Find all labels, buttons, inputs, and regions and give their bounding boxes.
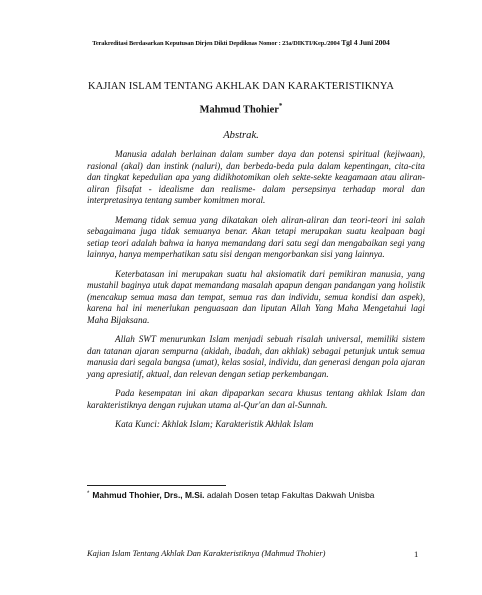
journal-accreditation-header	[0, 38, 482, 47]
abstract-heading: Abstrak.	[223, 130, 259, 141]
page-number: 1	[414, 549, 419, 559]
footnote-mark: *	[87, 491, 90, 497]
abstract-paragraph: Allah SWT menurunkan Islam menjadi sebuah risalah universal, memiliki sistem dan tatanan ajaran sempurna (akidah, ibadah, dan akhlak) sebagai petunjuk untuk semua manusia dari segala bangsa (umat), kelas sosial, individu, dan generasi dengan pola ajaran yang apresiatif, aktual, dan relevan dengan setiap perkembangan.	[87, 334, 425, 379]
abstract-body	[87, 149, 425, 439]
article-title: KAJIAN ISLAM TENTANG AKHLAK DAN KARAKTERISTIKNYA	[88, 81, 394, 92]
accreditation-date: Tgl 4 Juni 2004	[341, 38, 390, 47]
abstract-paragraph: Manusia adalah berlainan dalam sumber daya dan potensi spiritual (kejiwaan), rasional (akal) dan instink (naluri), dan berbeda-beda pula dalam kepentingan, cita-cita dan tingkat kepedulian apa yang didikhotomikan oleh sekte-sekte keagamaan atau aliran-aliran filsafat - idealisme dan realisme- dalam persepsinya terhadap moral dan interpretasinya tentang sumber komitmen moral.	[87, 149, 425, 205]
footnote-divider	[87, 485, 226, 486]
article-author	[0, 102, 482, 115]
abstract-paragraph: Pada kesempatan ini akan dipaparkan secara khusus tentang akhlak Islam dan karakteristiknya dengan rujukan utama al-Qur'an dan al-Sunnah.	[87, 388, 425, 410]
running-footer-title: Kajian Islam Tentang Akhlak Dan Karakteristiknya (Mahmud Thohier)	[87, 549, 326, 558]
author-footnote	[87, 490, 447, 500]
author-name: Mahmud Thohier	[199, 104, 279, 116]
footnote-affiliation: adalah Dosen tetap Fakultas Dakwah Unisba	[206, 490, 375, 500]
accreditation-text: Terakreditasi Berdasarkan Keputusan Dirjen Dikti Depdiknas Nomor : 23a/DIKTI/Kep./2004	[92, 40, 340, 47]
author-footnote-mark: *	[278, 102, 283, 110]
keywords: Kata Kunci: Akhlak Islam; Karakteristik Akhlak Islam	[115, 419, 314, 429]
abstract-paragraph: Memang tidak semua yang dikatakan oleh aliran-aliran dan teori-teori ini salah sebagaimana juga tidak semuanya benar. Akan tetapi merupakan suatu kealpaan bagi setiap teori adalah bahwa ia hanya memandang dari satu segi dan mengabaikan segi yang lainnya, hanya memperhatikan satu sisi dengan mengorbankan sisi yang lainnya.	[87, 214, 425, 259]
abstract-paragraph: Keterbatasan ini merupakan suatu hal aksiomatik dari pemikiran manusia, yang mustahil baginya utuk dapat memandang masalah apapun dengan pandangan yang holistik (mencakup semua masa dan tempat, semua ras dan individu, semua kondisi dan aspek), karena hal ini menerlukan penguasaan dan liputan Allah Yang Maha Mengetahui lagi Maha Bijaksana.	[87, 268, 425, 325]
footnote-author-degree: Mahmud Thohier, Drs., M.Si.	[92, 490, 205, 500]
